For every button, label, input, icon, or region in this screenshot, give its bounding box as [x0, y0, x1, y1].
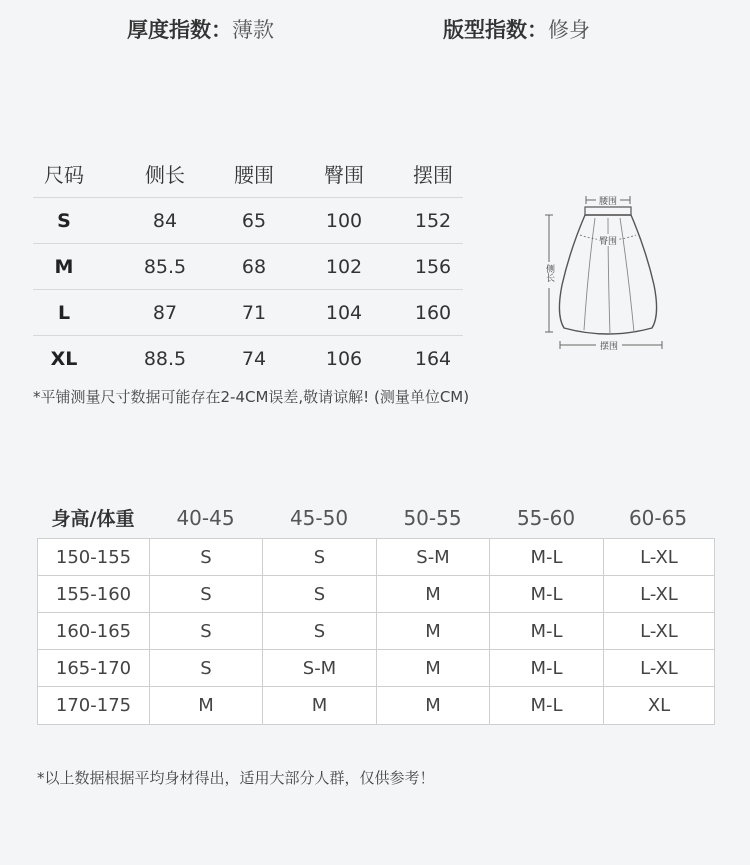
size-cell: M [377, 650, 490, 686]
size-cell: XL [647, 695, 671, 716]
size-cell: M-L [490, 613, 604, 649]
recommendation-table [37, 538, 715, 725]
size-cell: M [150, 687, 263, 724]
header-size: 尺码 [44, 163, 84, 187]
size-cell: XL [50, 347, 78, 370]
size-cell: S [150, 576, 263, 612]
side-length-cell: 88.5 [143, 347, 187, 370]
table-row [38, 539, 714, 576]
size-cell: M-L [490, 650, 604, 686]
thickness-label: 厚度指数： [127, 18, 232, 42]
size-cell: S [57, 209, 71, 232]
hem-cell: 152 [414, 209, 452, 232]
size-cell: M [263, 687, 377, 724]
size-cell: L [57, 301, 71, 324]
side-length-cell: 85.5 [143, 255, 187, 278]
hip-cell: 102 [325, 255, 363, 278]
waist-cell: 68 [241, 255, 267, 278]
size-cell: S [150, 650, 263, 686]
height-cell: 160-165 [38, 613, 150, 649]
table-row [33, 336, 463, 381]
size-cell: S [150, 613, 263, 649]
waist-label: 腰围 [598, 197, 618, 207]
side-length-cell: 87 [152, 301, 178, 324]
hip-cell: 100 [325, 209, 363, 232]
size-cell: M [54, 255, 74, 278]
table-row [38, 650, 714, 687]
height-cell: 165-170 [38, 650, 150, 686]
hip-cell: 104 [325, 301, 363, 324]
fit-value: 修身 [548, 18, 590, 42]
length-label: 侧长 [544, 264, 554, 282]
hem-label: 摆围 [599, 342, 619, 352]
size-cell: S-M [377, 539, 490, 575]
hip-cell: 106 [325, 347, 363, 370]
size-recommendation [37, 497, 715, 716]
size-cell: M [377, 613, 490, 649]
header-hip: 臀围 [324, 163, 364, 187]
hem-cell: 160 [414, 301, 452, 324]
recommendation-note: *以上数据根据平均身材得出，适用大部分人群，仅供参考！ [37, 769, 435, 787]
size-table-header [33, 150, 463, 198]
table-row [33, 290, 463, 336]
waist-cell: 65 [241, 209, 267, 232]
height-cell: 170-175 [38, 687, 150, 724]
table-row [38, 687, 714, 724]
height-cell: 155-160 [38, 576, 150, 612]
size-cell: M [377, 687, 490, 724]
table-row [33, 198, 463, 244]
header-weight-range: 55-60 [516, 505, 576, 530]
size-table [33, 150, 463, 381]
side-length-cell: 84 [152, 209, 178, 232]
hem-cell: 164 [414, 347, 452, 370]
size-cell: M-L [490, 687, 604, 724]
thickness-value: 薄款 [232, 18, 274, 42]
fit-label: 版型指数： [443, 18, 548, 42]
size-cell: L-XL [640, 583, 678, 605]
header-side-length: 侧长 [145, 163, 185, 187]
size-cell: L-XL [640, 546, 678, 568]
fit-index [443, 14, 590, 44]
size-cell: S [263, 613, 377, 649]
thickness-index [127, 14, 274, 44]
size-cell: L-XL [640, 657, 678, 679]
header-waist: 腰围 [234, 163, 274, 187]
table-row [38, 613, 714, 650]
indices-bar [0, 14, 750, 46]
header-weight-range: 50-55 [403, 505, 462, 530]
skirt-diagram [540, 190, 670, 355]
header-height-weight: 身高/体重 [51, 508, 135, 530]
skirt-icon [540, 190, 670, 355]
header-weight-range: 45-50 [289, 505, 349, 530]
size-cell: L-XL [640, 620, 678, 642]
size-cell: S [150, 539, 263, 575]
table-row [38, 576, 714, 613]
recommendation-header [37, 497, 715, 538]
header-hem: 摆围 [413, 163, 453, 187]
waist-cell: 74 [241, 347, 267, 370]
hem-cell: 156 [414, 255, 452, 278]
header-weight-range: 40-45 [176, 505, 235, 530]
size-cell: M-L [490, 576, 604, 612]
size-cell: S-M [263, 650, 377, 686]
size-cell: S [263, 576, 377, 612]
header-weight-range: 60-65 [628, 505, 688, 530]
height-cell: 150-155 [38, 539, 150, 575]
measurement-note: *平铺测量尺寸数据可能存在2-4CM误差,敬请谅解! (测量单位CM) [33, 388, 470, 406]
size-cell: S [263, 539, 377, 575]
size-cell: M [377, 576, 490, 612]
size-cell: M-L [490, 539, 604, 575]
hip-label: 臀围 [598, 237, 618, 247]
waist-cell: 71 [241, 301, 267, 324]
table-row [33, 244, 463, 290]
